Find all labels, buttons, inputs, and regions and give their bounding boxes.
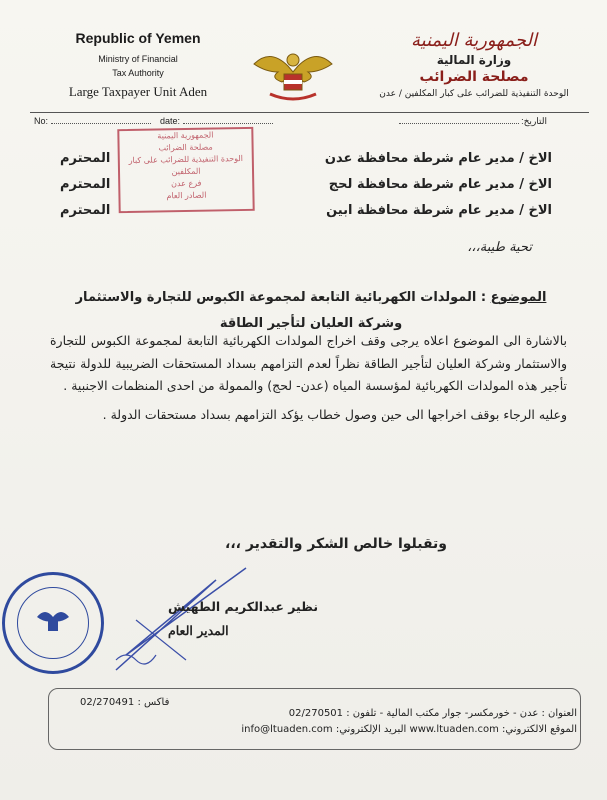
footer-website-email: الموقع الالكتروني: www.ltuaden.com البريد الإلكتروني: info@ltuaden.com	[241, 724, 577, 735]
ar-ministry: وزارة المالية	[436, 53, 512, 67]
footer-fax: فاكس : 02/270491	[80, 697, 170, 708]
recipient-line: الاخ / مدير عام شرطة محافظة ابين	[326, 203, 552, 218]
signatory-title: المدير العام	[168, 623, 229, 638]
stamp-line: الصادر العام	[166, 190, 207, 201]
stamp-line: الجمهورية اليمنية	[157, 130, 214, 141]
no-label: No:	[34, 116, 49, 126]
closing-line: وتقبلوا خالص الشكر والتقدير ،،،	[225, 536, 447, 552]
signatory-name: نظير عبدالكريم الطهيش	[168, 599, 319, 614]
date-label: date:	[160, 116, 181, 126]
greeting: تحية طيبة،،،	[467, 240, 532, 255]
ar-date-dots	[399, 123, 519, 124]
header-divider	[30, 112, 589, 113]
stamp-line: فرع عدن	[170, 178, 202, 189]
en-unit: Large Taxpayer Unit Aden	[68, 84, 208, 99]
ref-number	[34, 116, 151, 126]
eagle-emblem-icon	[250, 42, 336, 106]
ar-date-label: التاريخ:	[521, 116, 547, 126]
ar-unit: الوحدة التنفيذية للضرائب على كبار المكلفين / عدن	[379, 89, 569, 99]
stamp-eagle-icon	[35, 605, 71, 637]
recipient-line: الاخ / مدير عام شرطة محافظة عدن	[324, 151, 552, 166]
recipients-list	[325, 146, 552, 224]
letter-body	[50, 330, 567, 426]
recipient-line: الاخ / مدير عام شرطة محافظة لحج	[328, 177, 552, 192]
stamp-line: الوحدة التنفيذية للضرائب على كبار المكلفين	[128, 154, 244, 177]
signature-block	[168, 595, 318, 643]
ar-country: الجمهورية اليمنية	[410, 30, 538, 51]
ref-date	[160, 116, 273, 126]
outgoing-stamp	[117, 127, 254, 213]
body-paragraph-1: بالاشارة الى الموضوع اعلاه يرجى وقف اخراج المولدات الكهربائية التابعة لمجموعة الكبوس للتجارة والاستثمار وشركة العليان لتأجير الطاقة نظراً لعدم التزامهم بسداد المستحقات الضريبية للدولة نتيجة تأجير هذه المولدات الكهربائية لمؤسسة المياه (عدن- لحج) والممولة من احدى المنظمات الاجنبية .	[50, 333, 567, 393]
arabic-letterhead	[359, 30, 589, 99]
en-authority: Tax Authority	[112, 68, 164, 78]
stamp-line: مصلحة الضرائب	[158, 142, 213, 153]
no-dots	[51, 123, 151, 124]
subject-label: الموضوع	[490, 290, 547, 305]
en-country: Republic of Yemen	[75, 30, 201, 46]
body-paragraph-2: وعليه الرجاء بوقف اخراجها الى حين وصول خطاب يؤكد التزامهم بسداد مستحقات الدولة .	[102, 406, 567, 422]
subject-text: : المولدات الكهربائية التابعة لمجموعة الكبوس للتجارة والاستثمار وشركة العليان لتأجير الطاقة	[75, 290, 487, 331]
footer-address: العنوان : عدن - خورمكسر- جوار مكتب المالية - تلفون : 02/270501	[288, 708, 577, 719]
ar-authority: مصلحة الضرائب	[419, 69, 529, 85]
honorific: المحترم	[60, 177, 111, 192]
en-ministry: Ministry of Financial	[98, 54, 178, 64]
ar-ref-date	[399, 116, 547, 127]
english-letterhead	[38, 30, 238, 100]
date-dots	[183, 123, 273, 124]
honorific-list	[60, 146, 110, 224]
honorific: المحترم	[60, 151, 111, 166]
honorific: المحترم	[60, 203, 111, 218]
round-official-stamp	[2, 572, 104, 674]
